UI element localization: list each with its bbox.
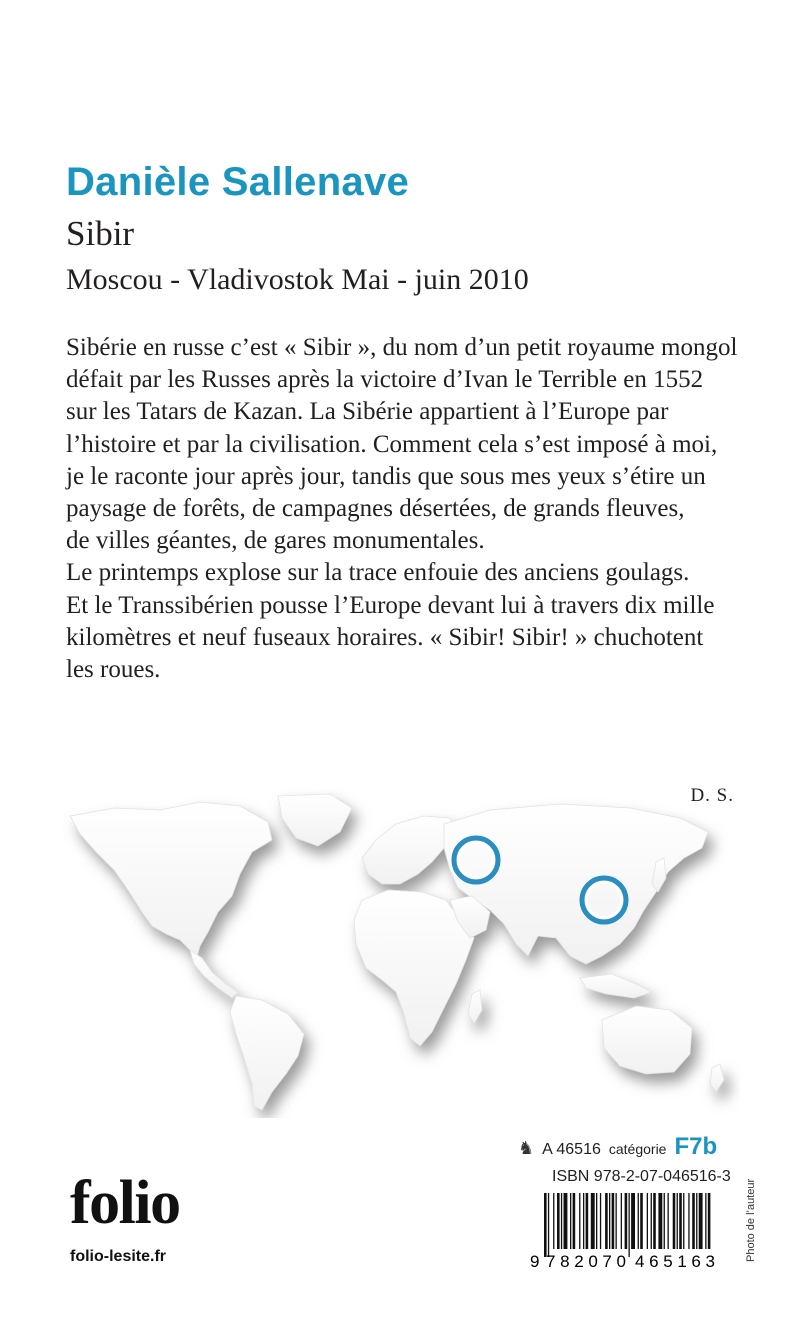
blurb-line: kilomètres et neuf fuseaux horaires. « Sibir! Sibir! » chuchotent <box>66 623 704 651</box>
blurb-line: je le raconte jour après jour, tandis que sous mes yeux s’étire un <box>66 462 706 490</box>
moscow-marker-icon <box>450 834 502 886</box>
book-subtitle: Moscou - Vladivostok Mai - juin 2010 <box>66 263 529 296</box>
category-label: catégorie <box>608 1141 667 1157</box>
world-map-icon <box>40 788 740 1118</box>
catalog-code: A 46516 <box>542 1141 601 1158</box>
folio-logo: folio <box>70 1169 180 1237</box>
barcode-digit-group: 9 <box>530 1252 540 1271</box>
website-link[interactable]: folio-lesite.fr <box>70 1248 167 1265</box>
author-name: Danièle Sallenave <box>66 160 410 204</box>
knight-logo-icon: ♞ <box>518 1138 535 1158</box>
barcode-digit-group: 465163 <box>635 1252 715 1271</box>
barcode-digit-group: 782070 <box>546 1252 626 1271</box>
blurb-line: les roues. <box>66 656 161 684</box>
blurb-line: l’histoire et par la civilisation. Comment cela s’est imposé à moi, <box>66 430 718 458</box>
blurb-line: Et le Transsibérien pousse l’Europe devant lui à travers dix mille <box>66 591 715 619</box>
author-signature: D. S. <box>690 785 734 806</box>
blurb-line: paysage de forêts, de campagnes désertées, de grands fleuves, <box>66 495 685 523</box>
barcode <box>528 1191 728 1271</box>
blurb-text <box>66 332 746 686</box>
category-value: F7b <box>674 1133 718 1160</box>
blurb-line: sur les Tatars de Kazan. La Sibérie appartient à l’Europe par <box>66 398 669 426</box>
isbn-number: ISBN 978-2-07-046516-3 <box>552 1168 731 1185</box>
blurb-line: de villes géantes, de gares monumentales. <box>66 527 485 555</box>
catalog-line <box>518 1133 717 1163</box>
barcode-bars <box>544 1193 710 1257</box>
blurb-line: Sibérie en russe c’est « Sibir », du nom d’un petit royaume mongol <box>66 334 738 361</box>
book-title: Sibir <box>66 214 135 253</box>
blurb-line: Le printemps explose sur la trace enfouie des anciens goulags. <box>66 559 690 587</box>
vladivostok-marker-icon <box>578 874 630 926</box>
blurb-line: défait par les Russes après la victoire d’Ivan le Terrible en 1552 <box>66 366 704 394</box>
photo-credit: Photo de l’auteur <box>745 1178 757 1262</box>
